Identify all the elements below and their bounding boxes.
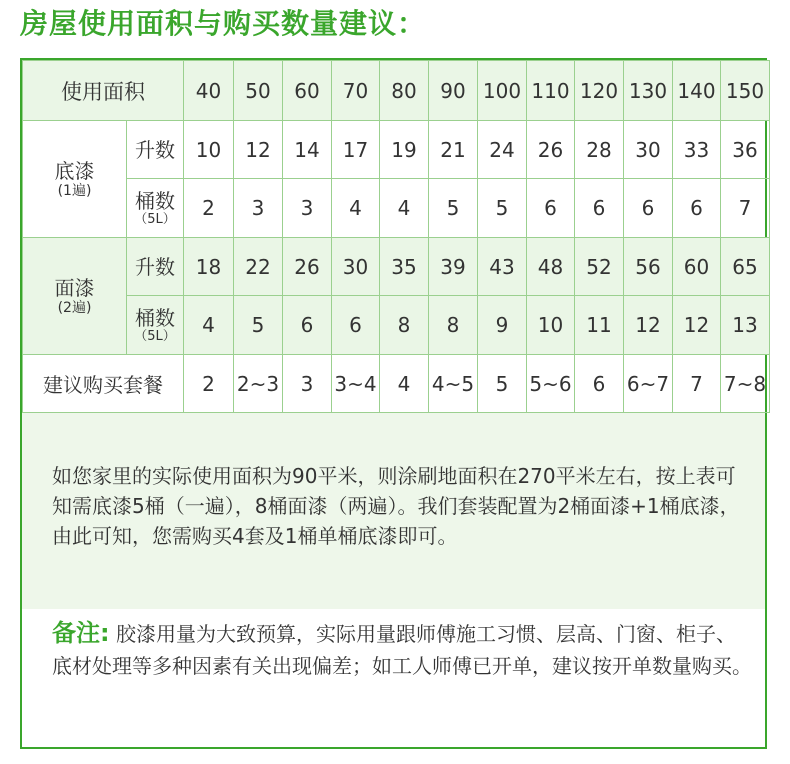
primer-buckets-cell: 5 bbox=[429, 179, 478, 238]
topcoat-buckets-unit: （5L） bbox=[134, 329, 176, 344]
area-label: 使用面积 bbox=[23, 61, 184, 121]
primer-coat: (1遍) bbox=[57, 183, 92, 199]
package-cell: 7~8 bbox=[721, 355, 770, 413]
topcoat-buckets-cell: 12 bbox=[624, 296, 673, 355]
topcoat-liters-cell: 30 bbox=[332, 238, 380, 296]
primer-buckets-cell: 3 bbox=[283, 179, 332, 238]
package-cell: 5~6 bbox=[527, 355, 575, 413]
topcoat-liters-cell: 60 bbox=[673, 238, 721, 296]
primer-liters-cell: 24 bbox=[478, 121, 527, 179]
primer-liters-label: 升数 bbox=[127, 121, 184, 179]
primer-liters-cell: 10 bbox=[184, 121, 234, 179]
topcoat-buckets-label: 桶数 bbox=[135, 306, 175, 330]
primer-liters-cell: 33 bbox=[673, 121, 721, 179]
topcoat-liters-label: 升数 bbox=[127, 238, 184, 296]
topcoat-buckets-cell: 10 bbox=[527, 296, 575, 355]
topcoat-liters-cell: 43 bbox=[478, 238, 527, 296]
area-cell: 70 bbox=[332, 61, 380, 121]
topcoat-coat: (2遍) bbox=[57, 300, 92, 316]
area-row bbox=[23, 61, 770, 121]
remark-body: 胶漆用量为大致预算，实际用量跟师傅施工习惯、层高、门窗、柜子、底材处理等多种因素有关出现偏差；如工人师傅已开单，建议按开单数量购买。 bbox=[52, 622, 752, 678]
area-cell: 120 bbox=[575, 61, 624, 121]
primer-label: 底漆 bbox=[54, 159, 95, 183]
area-cell: 100 bbox=[478, 61, 527, 121]
package-cell: 3~4 bbox=[332, 355, 380, 413]
topcoat-buckets-cell: 9 bbox=[478, 296, 527, 355]
area-cell: 130 bbox=[624, 61, 673, 121]
primer-buckets-label-cell bbox=[127, 179, 184, 238]
topcoat-buckets-cell: 8 bbox=[380, 296, 429, 355]
primer-buckets-cell: 4 bbox=[380, 179, 429, 238]
primer-liters-row bbox=[23, 121, 770, 179]
topcoat-liters-cell: 39 bbox=[429, 238, 478, 296]
area-cell: 80 bbox=[380, 61, 429, 121]
topcoat-buckets-cell: 11 bbox=[575, 296, 624, 355]
topcoat-buckets-cell: 8 bbox=[429, 296, 478, 355]
topcoat-buckets-label-cell bbox=[127, 296, 184, 355]
primer-buckets-unit: （5L） bbox=[134, 212, 176, 227]
primer-buckets-row bbox=[23, 179, 770, 238]
topcoat-buckets-cell: 6 bbox=[332, 296, 380, 355]
primer-liters-cell: 36 bbox=[721, 121, 770, 179]
package-cell: 2~3 bbox=[234, 355, 283, 413]
package-label: 建议购买套餐 bbox=[23, 355, 184, 413]
topcoat-liters-cell: 56 bbox=[624, 238, 673, 296]
primer-liters-cell: 30 bbox=[624, 121, 673, 179]
primer-buckets-cell: 7 bbox=[721, 179, 770, 238]
example-paragraph: 如您家里的实际使用面积为90平米，则涂刷地面积在270平米左右，按上表可知需底漆5桶（一遍），8桶面漆（两遍）。我们套装配置为2桶面漆+1桶底漆，由此可知，您需购买4套及1桶单桶底漆即可。 bbox=[52, 464, 740, 548]
primer-liters-cell: 28 bbox=[575, 121, 624, 179]
topcoat-label: 面漆 bbox=[54, 276, 95, 300]
primer-buckets-cell: 4 bbox=[332, 179, 380, 238]
topcoat-liters-cell: 52 bbox=[575, 238, 624, 296]
topcoat-buckets-row bbox=[23, 296, 770, 355]
area-cell: 50 bbox=[234, 61, 283, 121]
topcoat-buckets-cell: 12 bbox=[673, 296, 721, 355]
primer-label-cell bbox=[23, 121, 127, 238]
primer-liters-cell: 12 bbox=[234, 121, 283, 179]
area-cell: 90 bbox=[429, 61, 478, 121]
topcoat-liters-row bbox=[23, 238, 770, 296]
topcoat-buckets-cell: 4 bbox=[184, 296, 234, 355]
topcoat-liters-cell: 48 bbox=[527, 238, 575, 296]
area-cell: 140 bbox=[673, 61, 721, 121]
remark-box bbox=[22, 609, 765, 747]
primer-liters-cell: 21 bbox=[429, 121, 478, 179]
topcoat-buckets-cell: 5 bbox=[234, 296, 283, 355]
area-cell: 110 bbox=[527, 61, 575, 121]
package-cell: 6 bbox=[575, 355, 624, 413]
primer-buckets-label: 桶数 bbox=[135, 189, 175, 213]
package-cell: 2 bbox=[184, 355, 234, 413]
primer-liters-cell: 26 bbox=[527, 121, 575, 179]
topcoat-liters-cell: 26 bbox=[283, 238, 332, 296]
remark-paragraph bbox=[52, 617, 752, 682]
paint-quantity-table bbox=[22, 60, 770, 413]
package-row bbox=[23, 355, 770, 413]
package-cell: 7 bbox=[673, 355, 721, 413]
topcoat-liters-cell: 35 bbox=[380, 238, 429, 296]
remark-label: 备注: bbox=[52, 619, 110, 647]
primer-buckets-cell: 6 bbox=[624, 179, 673, 238]
notes-section bbox=[22, 413, 765, 747]
package-cell: 6~7 bbox=[624, 355, 673, 413]
package-cell: 3 bbox=[283, 355, 332, 413]
topcoat-liters-cell: 22 bbox=[234, 238, 283, 296]
topcoat-buckets-cell: 13 bbox=[721, 296, 770, 355]
content-frame bbox=[20, 58, 767, 749]
package-cell: 5 bbox=[478, 355, 527, 413]
primer-liters-cell: 19 bbox=[380, 121, 429, 179]
primer-buckets-cell: 5 bbox=[478, 179, 527, 238]
primer-buckets-cell: 6 bbox=[673, 179, 721, 238]
primer-liters-cell: 14 bbox=[283, 121, 332, 179]
area-cell: 40 bbox=[184, 61, 234, 121]
area-cell: 150 bbox=[721, 61, 770, 121]
package-cell: 4 bbox=[380, 355, 429, 413]
topcoat-buckets-cell: 6 bbox=[283, 296, 332, 355]
topcoat-liters-cell: 65 bbox=[721, 238, 770, 296]
primer-buckets-cell: 2 bbox=[184, 179, 234, 238]
page-title: 房屋使用面积与购买数量建议： bbox=[20, 7, 427, 40]
package-cell: 4~5 bbox=[429, 355, 478, 413]
primer-buckets-cell: 6 bbox=[527, 179, 575, 238]
primer-liters-cell: 17 bbox=[332, 121, 380, 179]
topcoat-label-cell bbox=[23, 238, 127, 355]
area-cell: 60 bbox=[283, 61, 332, 121]
primer-buckets-cell: 3 bbox=[234, 179, 283, 238]
topcoat-liters-cell: 18 bbox=[184, 238, 234, 296]
primer-buckets-cell: 6 bbox=[575, 179, 624, 238]
